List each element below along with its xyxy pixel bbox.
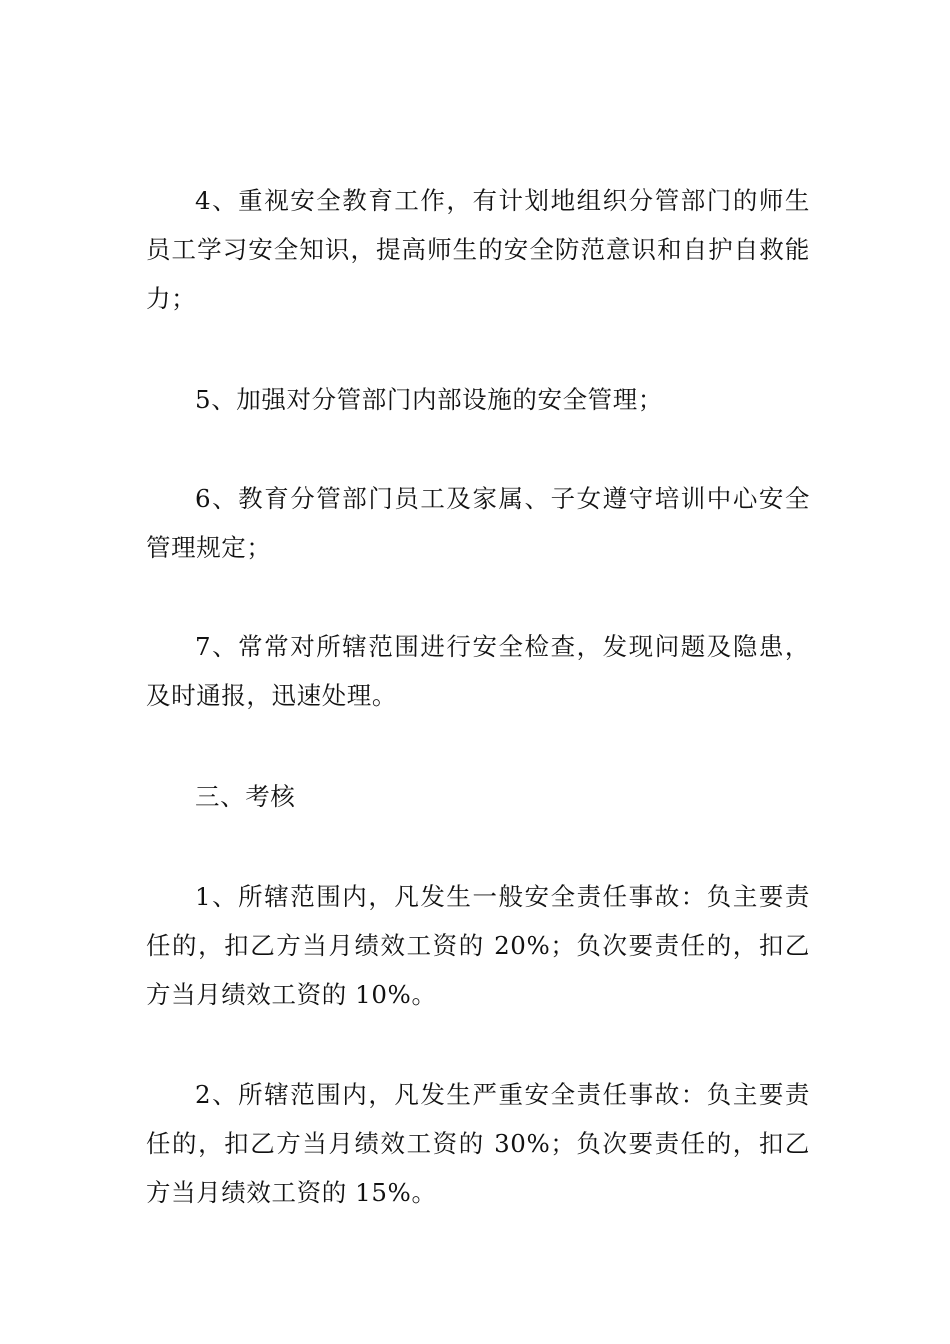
assessment-clause-1: 1、所辖范围内，凡发生一般安全责任事故：负主要责任的，扣乙方当月绩效工资的 20%；负次要责任的，扣乙方当月绩效工资的 10%。	[146, 882, 810, 1009]
clause-6-rules-compliance: 6、教育分管部门员工及家属、子女遵守培训中心安全管理规定；	[146, 484, 810, 562]
section-heading-assessment: 三、考核	[195, 782, 296, 811]
clause-7-safety-inspection: 7、常常对所辖范围进行安全检查，发现问题及隐患，及时通报，迅速处理。	[146, 632, 810, 710]
clause-4-safety-education: 4、重视安全教育工作，有计划地组织分管部门的师生员工学习安全知识，提高师生的安全防范意识和自护自救能力；	[146, 186, 810, 313]
clause-5-facility-management: 5、加强对分管部门内部设施的安全管理；	[195, 385, 663, 414]
assessment-clause-2: 2、所辖范围内，凡发生严重安全责任事故：负主要责任的，扣乙方当月绩效工资的 30%；负次要责任的，扣乙方当月绩效工资的 15%。	[146, 1080, 810, 1207]
